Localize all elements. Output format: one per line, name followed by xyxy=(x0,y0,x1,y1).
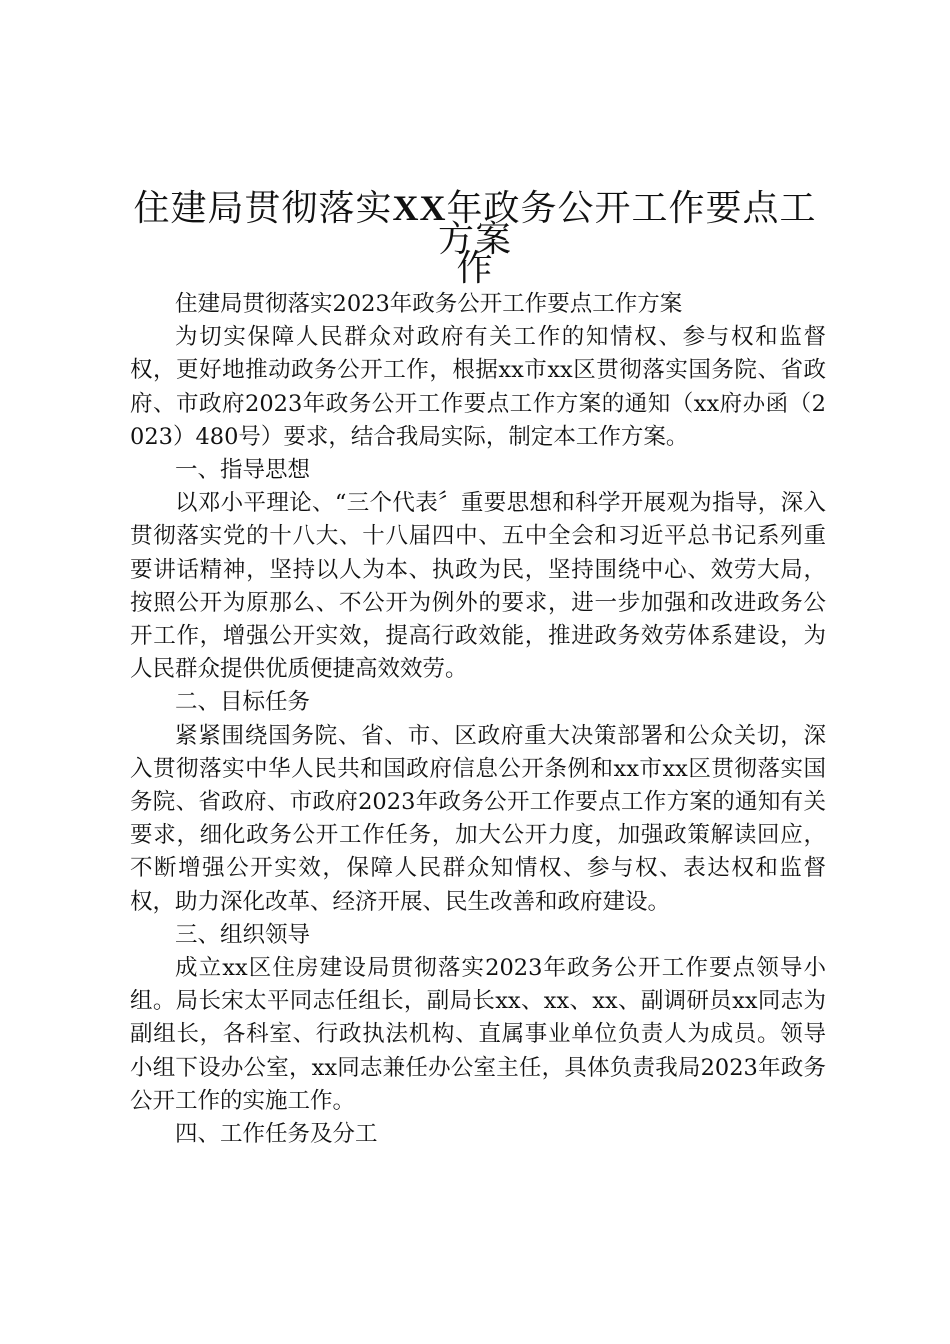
title-part-2: 年政务公开工作要点工作 xyxy=(446,188,817,289)
intro-paragraph: 为切实保障人民群众对政府有关工作的知情权、参与权和监督权，更好地推动政务公开工作，根据xx市xx区贯彻落实国务院、省政府、市政府2023年政务公开工作要点工作方案的通知（xx府办函（2023）480号）要求，结合我局实际，制定本工作方案。 xyxy=(130,324,826,450)
section-heading-guiding-ideology: 一、指导思想 xyxy=(175,457,311,484)
guiding-ideology-paragraph: 以邓小平理论、“三个代表〞重要思想和科学开展观为指导，深入贯彻落实党的十八大、十八届四中、五中全会和习近平总书记系列重要讲话精神，坚持以人为本、执政为民，坚持围绕中心、效劳大局，按照公开为原那么、不公开为例外的要求，进一步加强和改进政务公开工作，增强公开实效，提高行政效能，推进政务效劳体系建设，为人民群众提供优质便捷高效效劳。 xyxy=(130,490,826,683)
section-heading-objectives: 二、目标任务 xyxy=(175,689,311,716)
document-title-line-2: 方案 xyxy=(437,219,512,260)
section-heading-tasks: 四、工作任务及分工 xyxy=(175,1121,378,1148)
objectives-paragraph: 紧紧围绕国务院、省、市、区政府重大决策部署和公众关切，深入贯彻落实中华人民共和国政府信息公开条例和xx市xx区贯彻落实国务院、省政府、市政府2023年政务公开工作要点工作方案的通知有关要求，细化政务公开工作任务，加大公开力度，加强政策解读回应，不断增强公开实效，保障人民群众知情权、参与权、表达权和监督权，助力深化改革、经济开展、民生改善和政府建设。 xyxy=(130,722,826,915)
section-heading-leadership: 三、组织领导 xyxy=(175,921,311,948)
title-part-1: 住建局贯彻落实 xyxy=(133,188,393,229)
leadership-paragraph: 成立xx区住房建设局贯彻落实2023年政务公开工作要点领导小组。局长宋太平同志任组长，副局长xx、xx、xx、副调研员xx同志为副组长，各科室、行政执法机构、直属事业单位负责人为成员。领导小组下设办公室，xx同志兼任办公室主任，具体负责我局2023年政务公开工作的实施工作。 xyxy=(130,955,826,1114)
title-latin: XX xyxy=(392,188,447,228)
subtitle-paragraph: 住建局贯彻落实2023年政务公开工作要点工作方案 xyxy=(175,291,683,317)
document-body xyxy=(130,288,826,1151)
